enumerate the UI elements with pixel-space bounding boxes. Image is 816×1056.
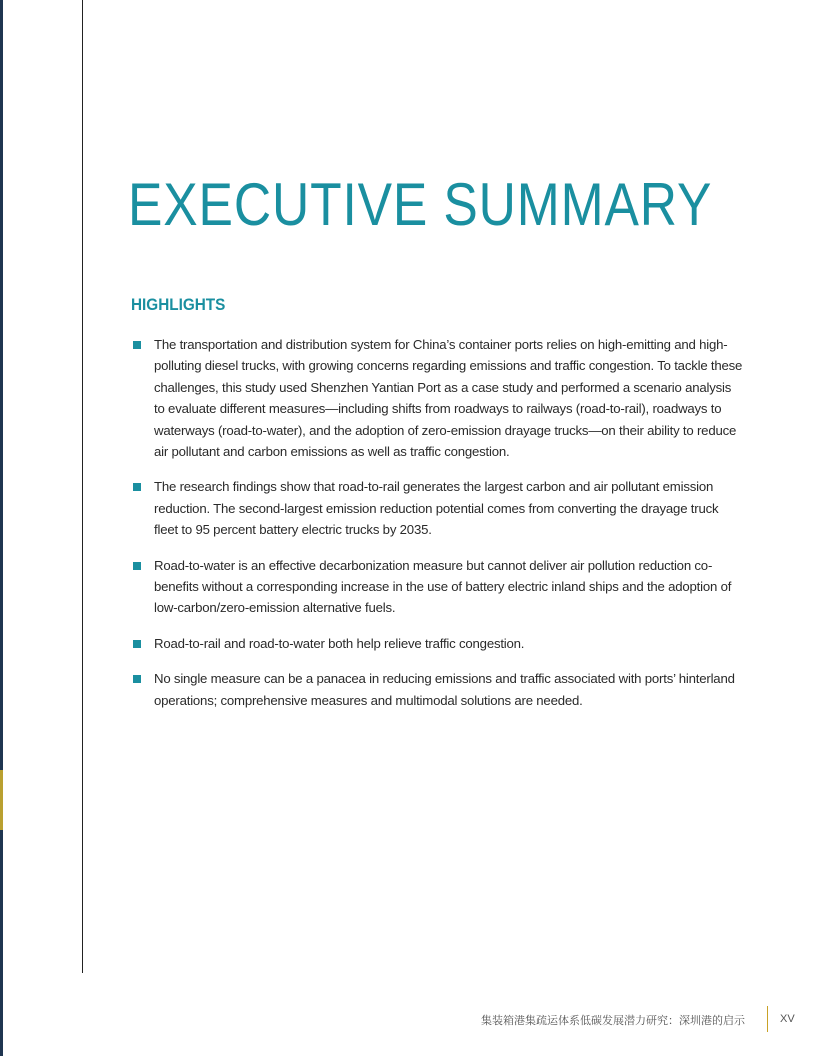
section-heading-highlights: HIGHLIGHTS bbox=[131, 295, 226, 314]
page-title: EXECUTIVE SUMMARY bbox=[128, 171, 713, 238]
footer-divider bbox=[767, 1006, 768, 1032]
highlight-text: Road-to-rail and road-to-water both help relieve traffic congestion. bbox=[154, 635, 525, 651]
highlight-item bbox=[133, 668, 745, 711]
square-bullet-icon bbox=[133, 675, 141, 683]
highlights-list bbox=[133, 334, 745, 725]
highlight-text: Road-to-water is an effective decarbonization measure but cannot deliver air pollution reduction co-benefits without a corresponding increase in the use of battery electric inland ships and the adoption of low-carbon/zero-emission alternative fuels. bbox=[154, 557, 732, 616]
highlight-text: The research findings show that road-to-rail generates the largest carbon and air pollutant emission reduction. The second-largest emission reduction potential comes from converting the drayage truck fleet to 95 percent battery electric trucks by 2035. bbox=[154, 479, 719, 538]
highlight-item bbox=[133, 476, 745, 540]
margin-rule bbox=[82, 0, 83, 973]
highlight-text: No single measure can be a panacea in reducing emissions and traffic associated with ports’ hinterland operations; comprehensive measures and multimodal solutions are needed. bbox=[154, 671, 735, 708]
highlight-item bbox=[133, 555, 745, 619]
highlight-item bbox=[133, 334, 745, 462]
highlight-text: The transportation and distribution system for China’s container ports relies on high-emitting and high-polluting diesel trucks, with growing concerns regarding emissions and traffic congestion. To tackle these challenges, this study used Shenzhen Yantian Port as a case study and performed a scenario analysis to evaluate different measures—including shifts from roadways to railways (road-to-rail), roadways to waterways (road-to-water), and the adoption of zero-emission drayage trucks—on their ability to reduce air pollutant and carbon emissions as well as traffic congestion. bbox=[154, 337, 743, 460]
page-edge-accent bbox=[0, 770, 3, 830]
square-bullet-icon bbox=[133, 483, 141, 491]
square-bullet-icon bbox=[133, 562, 141, 570]
square-bullet-icon bbox=[133, 341, 141, 349]
footer-running-title: 集装箱港集疏运体系低碳发展潜力研究：深圳港的启示 bbox=[481, 1014, 745, 1027]
page-edge-strip bbox=[0, 0, 3, 1056]
page-number: XV bbox=[780, 1013, 795, 1025]
square-bullet-icon bbox=[133, 640, 141, 648]
highlight-item bbox=[133, 633, 745, 654]
